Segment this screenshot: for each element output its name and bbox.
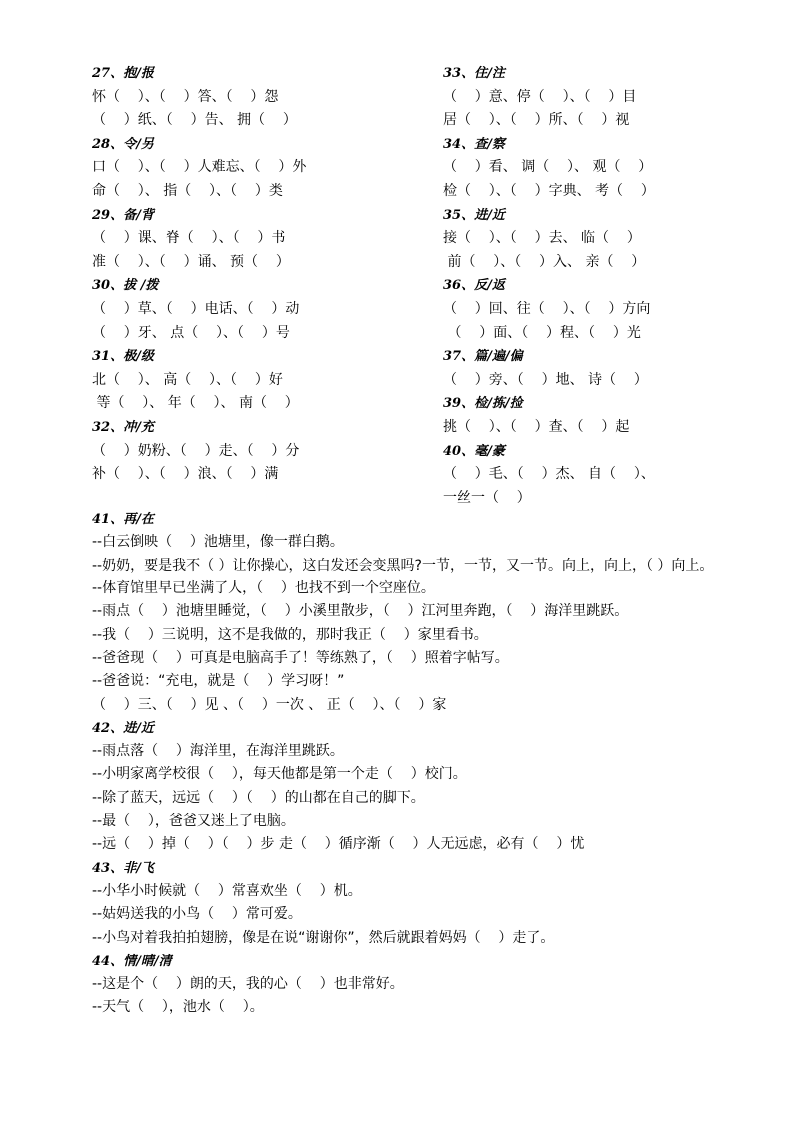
exercise-line: --我（ ）三说明，这不是我做的，那时我正（ ）家里看书。 <box>92 626 488 643</box>
exercise-line: --爸爸现（ ）可真是电脑高手了！等练熟了，（ ）照着字帖写。 <box>92 649 509 666</box>
exercise-line: （ ）课、脊（ ）、（ ）书 <box>92 230 286 247</box>
exercise-line: （ ）意、停（ ）、（ ）目 <box>443 88 637 105</box>
exercise-line: （ ）三、（ ）见 、（ ）一次 、 正（ ）、（ ）家 <box>92 696 447 713</box>
exercise-line: --小明家离学校很（ ），每天他都是第一个走（ ）校门。 <box>92 766 467 783</box>
exercise-line: （ ）草、（ ）电话、（ ）动 <box>92 300 300 317</box>
exercise-line: 命（ ）、 指（ ）、（ ）类 <box>92 182 283 199</box>
exercise-line: 怀（ ）、（ ）答、（ ）怨 <box>92 88 279 105</box>
section-heading: 40、毫/豪 <box>443 443 505 459</box>
exercise-line: 口（ ）、（ ）人难忘、（ ）外 <box>92 159 307 176</box>
section-heading: 42、进/近 <box>92 720 154 736</box>
exercise-line: （ ）回、往（ ）、（ ）方向 <box>443 300 651 317</box>
exercise-line: （ ）奶粉、（ ）走、（ ）分 <box>92 442 300 459</box>
exercise-line: --雨点落（ ）海洋里，在海洋里跳跃。 <box>92 743 344 760</box>
exercise-line: 北（ ）、 高（ ）、（ ）好 <box>92 371 283 388</box>
exercise-line: 检（ ）、（ ）字典、 考（ ） <box>443 182 655 199</box>
section-heading: 31、极/级 <box>92 349 154 365</box>
exercise-line: 前（ ）、（ ）入、 亲（ ） <box>443 253 646 270</box>
exercise-line: 居（ ）、（ ）所、（ ）视 <box>443 112 630 129</box>
exercise-line: --白云倒映（ ）池塘里，像一群白鹅。 <box>92 534 344 551</box>
exercise-line: --小鸟对着我拍拍翅膀，像是在说“谢谢你”，然后就跟着妈妈（ ）走了。 <box>92 929 555 946</box>
section-heading: 44、情/晴/清 <box>92 953 172 969</box>
exercise-line: --除了蓝天，远远（ ）（ ）的山都在自己的脚下。 <box>92 789 425 806</box>
exercise-line: （ ）纸、（ ）告、 拥（ ） <box>92 112 297 129</box>
section-heading: 30、拔 /拨 <box>92 278 159 294</box>
exercise-line: （ ）牙、 点（ ）、（ ）号 <box>92 324 290 341</box>
left-column <box>92 62 422 487</box>
exercise-line: 一丝一（ ） <box>443 489 531 506</box>
section-heading: 33、住/注 <box>443 66 505 81</box>
section-heading: 41、再/在 <box>92 512 154 527</box>
exercise-line: （ ）面、（ ）程、（ ）光 <box>443 324 641 341</box>
exercise-line: --奶奶，要是我不（ ）让你操心，这白发还会变黑吗?一节，一节，又一节。向上，向上，（ ）向上。 <box>92 557 714 574</box>
exercise-line: 准（ ）、（ ）诵、 预（ ） <box>92 253 290 270</box>
section-heading: 35、进/近 <box>443 207 505 223</box>
right-column <box>443 62 773 510</box>
section-heading: 37、篇/遍/偏 <box>443 349 523 365</box>
exercise-line: --这是个（ ）朗的天，我的心（ ）也非常好。 <box>92 976 404 993</box>
section-heading: 34、查/察 <box>443 136 505 152</box>
section-heading: 36、反/返 <box>443 278 505 294</box>
exercise-line: --小华小时候就（ ）常喜欢坐（ ）机。 <box>92 882 362 899</box>
exercise-line: --远（ ）掉（ ）（ ）步 走（ ）循序渐（ ）人无远虑，必有（ ）忧 <box>92 836 585 853</box>
exercise-line: 等（ ）、 年（ ）、 南（ ） <box>92 395 299 412</box>
exercise-line: （ ）毛、（ ）杰、 自（ ）、 <box>443 466 655 483</box>
exercise-line: --天气（ ），池水（ ）。 <box>92 999 264 1016</box>
section-heading: 28、令/另 <box>92 136 154 152</box>
exercise-line: 挑（ ）、（ ）查、（ ）起 <box>443 418 630 435</box>
exercise-line: （ ）看、 调（ ）、 观（ ） <box>443 159 653 176</box>
full-width-section <box>92 508 782 1020</box>
section-heading: 32、冲/充 <box>92 419 154 435</box>
section-heading: 29、备/背 <box>92 207 154 223</box>
exercise-line: 接（ ）、（ ）去、 临（ ） <box>443 230 641 247</box>
exercise-line: --雨点（ ）池塘里睡觉，（ ）小溪里散步，（ ）江河里奔跑，（ ）海洋里跳跃。 <box>92 603 629 620</box>
section-heading: 39、检/拣/捡 <box>443 396 523 412</box>
section-heading: 43、非/飞 <box>92 860 154 876</box>
exercise-line: （ ）旁、（ ）地、 诗（ ） <box>443 371 648 388</box>
section-heading: 27、抱/报 <box>92 66 154 81</box>
exercise-line: --体育馆里早已坐满了人，（ ）也找不到一个空座位。 <box>92 580 435 597</box>
exercise-line: --姑妈送我的小鸟（ ）常可爱。 <box>92 906 302 923</box>
exercise-line: --爸爸说：“充电，就是（ ）学习呀！” <box>92 673 345 690</box>
exercise-line: --最（ ），爸爸又迷上了电脑。 <box>92 813 295 830</box>
exercise-line: 补（ ）、（ ）浪、（ ）满 <box>92 466 279 483</box>
